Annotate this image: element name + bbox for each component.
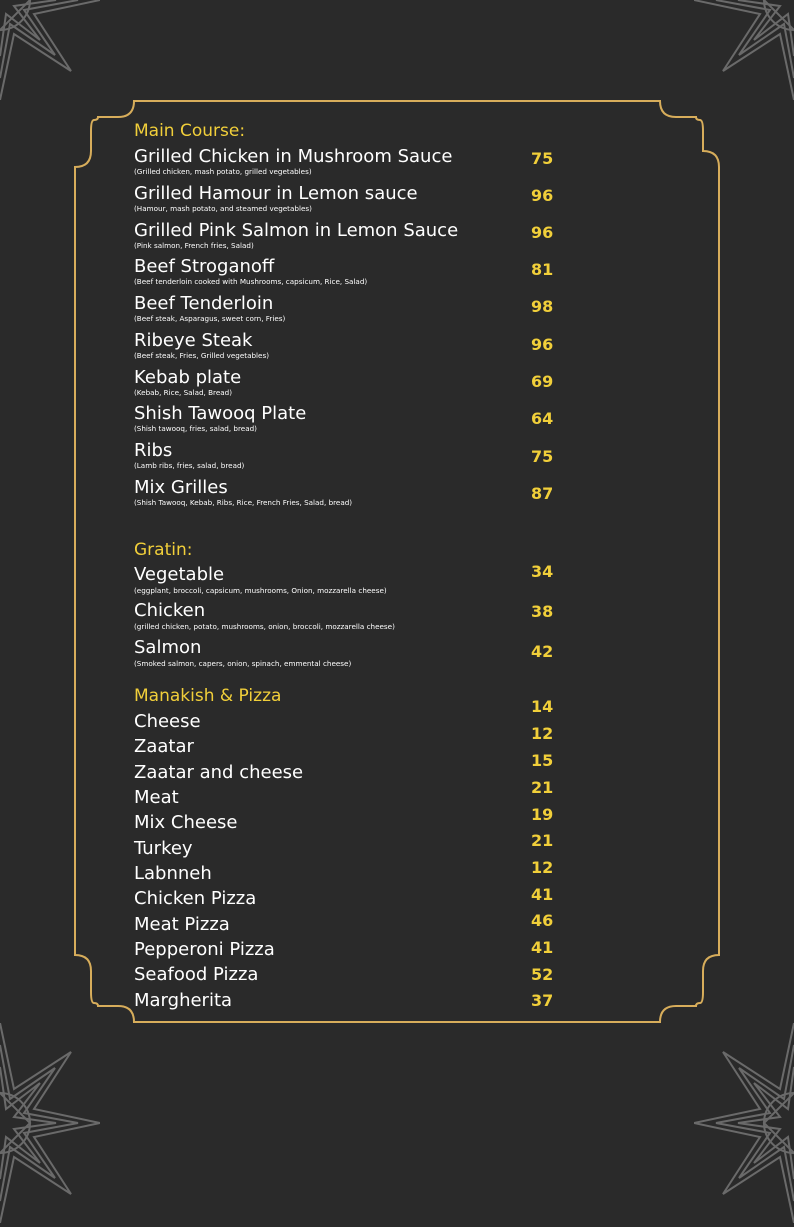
- menu-item-description: (Grilled chicken, mash potato, grilled vegetables): [134, 167, 312, 176]
- menu-item-name: Seafood Pizza: [134, 964, 259, 985]
- menu-item-price: 38: [531, 602, 554, 621]
- menu-item-name: Ribs: [134, 440, 173, 461]
- menu-item-price: 21: [531, 778, 554, 797]
- menu-item-name: Cheese: [134, 711, 201, 732]
- menu-item-price: 41: [531, 885, 554, 904]
- main-course-title: Main Course:: [134, 121, 246, 141]
- menu-item-description: (grilled chicken, potato, mushrooms, onion, broccoli, mozzarella cheese): [134, 622, 395, 631]
- menu-item-price: 96: [531, 186, 554, 205]
- menu-item-price: 12: [531, 724, 554, 743]
- menu-item-price: 52: [531, 965, 554, 984]
- menu-item-name: Chicken: [134, 600, 206, 621]
- menu-item-price: 64: [531, 409, 554, 428]
- menu-item-name: Labnneh: [134, 863, 212, 884]
- menu-item-name: Beef Tenderloin: [134, 293, 274, 314]
- menu-item-name: Turkey: [134, 838, 193, 859]
- menu-item-name: Mix Grilles: [134, 477, 228, 498]
- menu-item-description: (Lamb ribs, fries, salad, bread): [134, 461, 245, 470]
- menu-item-name: Shish Tawooq Plate: [134, 403, 307, 424]
- menu-item-price: 81: [531, 260, 554, 279]
- menu-item-description: (Beef tenderloin cooked with Mushrooms, capsicum, Rice, Salad): [134, 277, 368, 286]
- menu-item-price: 96: [531, 223, 554, 242]
- menu-item-price: 42: [531, 642, 554, 661]
- menu-item-price: 75: [531, 447, 554, 466]
- menu-item-price: 69: [531, 372, 554, 391]
- menu-item-description: (Pink salmon, French fries, Salad): [134, 241, 254, 250]
- menu-item-price: 41: [531, 938, 554, 957]
- gratin-title: Gratin:: [134, 540, 193, 560]
- menu-item-price: 87: [531, 484, 554, 503]
- menu-item-name: Margherita: [134, 990, 233, 1011]
- menu-item-price: 14: [531, 697, 554, 716]
- menu-item-description: (Hamour, mash potato, and steamed vegetables): [134, 204, 312, 213]
- menu-item-name: Grilled Hamour in Lemon sauce: [134, 183, 418, 204]
- menu-item-price: 12: [531, 858, 554, 877]
- menu-item-name: Vegetable: [134, 564, 225, 585]
- menu-item-name: Beef Stroganoff: [134, 256, 275, 277]
- menu-item-description: (Shish tawooq, fries, salad, bread): [134, 424, 257, 433]
- menu-item-price: 21: [531, 831, 554, 850]
- menu-item-name: Chicken Pizza: [134, 888, 257, 909]
- manakish-pizza-title: Manakish & Pizza: [134, 686, 282, 706]
- menu-item-price: 98: [531, 297, 554, 316]
- menu-item-name: Grilled Chicken in Mushroom Sauce: [134, 146, 453, 167]
- menu-item-price: 34: [531, 562, 554, 581]
- menu-item-description: (Shish Tawooq, Kebab, Ribs, Rice, French Fries, Salad, bread): [134, 498, 353, 507]
- menu-item-name: Zaatar and cheese: [134, 762, 304, 783]
- menu-item-name: Zaatar: [134, 736, 194, 757]
- menu-item-description: (Kebab, Rice, Salad, Bread): [134, 388, 233, 397]
- menu-item-name: Grilled Pink Salmon in Lemon Sauce: [134, 220, 459, 241]
- menu-item-name: Kebab plate: [134, 367, 242, 388]
- menu-item-price: 37: [531, 991, 554, 1010]
- menu-item-name: Pepperoni Pizza: [134, 939, 275, 960]
- menu-item-name: Meat: [134, 787, 179, 808]
- menu-item-name: Mix Cheese: [134, 812, 238, 833]
- menu-item-price: 15: [531, 751, 554, 770]
- menu-item-description: (eggplant, broccoli, capsicum, mushrooms, Onion, mozzarella cheese): [134, 586, 387, 595]
- menu-item-name: Meat Pizza: [134, 914, 230, 935]
- menu-item-description: (Smoked salmon, capers, onion, spinach, emmental cheese): [134, 659, 352, 668]
- menu-item-price: 75: [531, 149, 554, 168]
- menu-item-name: Ribeye Steak: [134, 330, 253, 351]
- menu-item-price: 46: [531, 911, 554, 930]
- menu-item-description: (Beef steak, Asparagus, sweet corn, Fries): [134, 314, 286, 323]
- menu-item-name: Salmon: [134, 637, 202, 658]
- menu-item-description: (Beef steak, Fries, Grilled vegetables): [134, 351, 270, 360]
- menu-item-price: 19: [531, 805, 554, 824]
- menu-item-price: 96: [531, 335, 554, 354]
